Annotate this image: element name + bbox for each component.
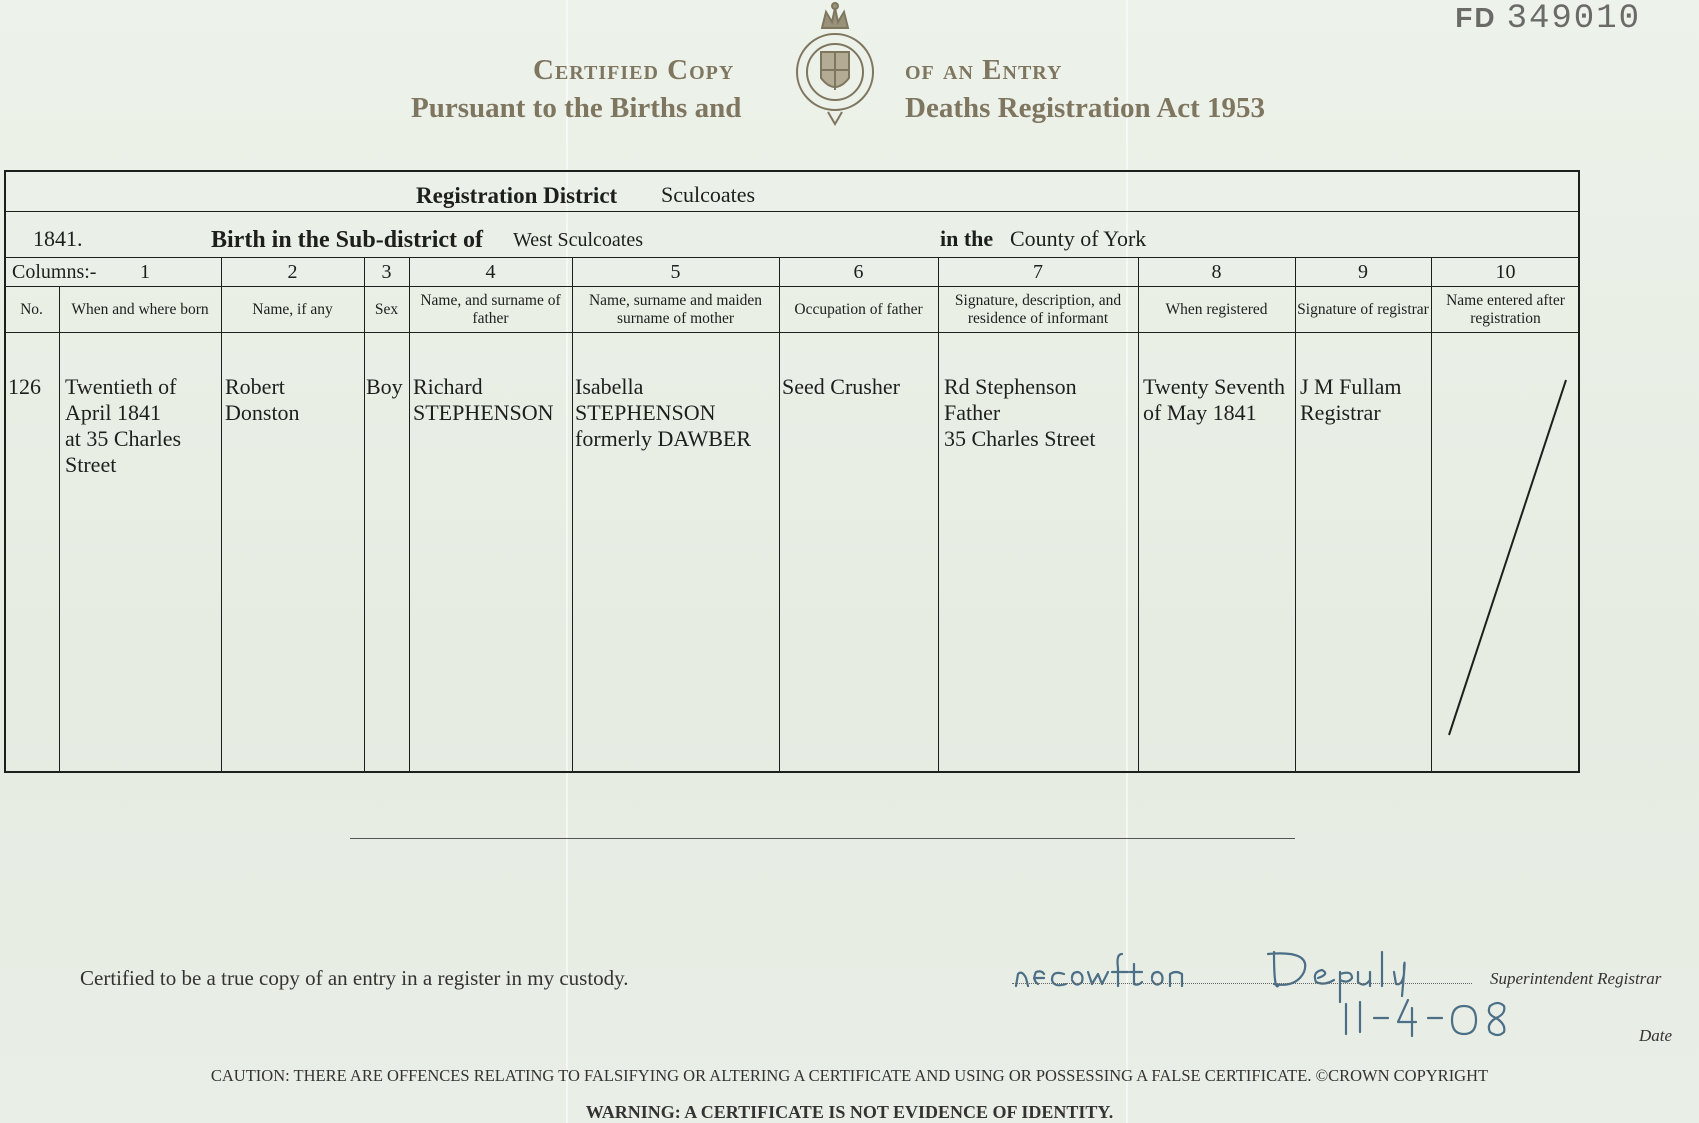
column-number: 1	[140, 261, 150, 283]
header-certified-copy: Certified Copy	[533, 54, 735, 86]
column-number: 10	[1495, 261, 1516, 283]
entry-name: Robert Donston	[225, 374, 300, 425]
column-number: 5	[670, 261, 681, 283]
column-divider	[364, 257, 365, 773]
entry-registered: Twenty Seventh of May 1841	[1143, 374, 1286, 425]
registration-district-value: Sculcoates	[661, 182, 756, 207]
name-after-strike-line	[1440, 378, 1580, 738]
column-number: 6	[853, 261, 864, 283]
column-header-father: Name, and surname of father	[420, 292, 561, 327]
columns-label: Columns:-	[12, 261, 97, 283]
column-divider	[1431, 257, 1432, 773]
column-divider	[59, 286, 60, 773]
column-header-sex: Sex	[374, 301, 399, 318]
entry-registrar: J M Fullam Registrar	[1300, 374, 1402, 425]
entry-father: Richard STEPHENSON	[413, 374, 554, 425]
serial-prefix: FD	[1455, 2, 1497, 33]
column-number: 3	[381, 261, 392, 283]
column-number: 2	[287, 261, 298, 283]
serial-value: 349010	[1506, 0, 1641, 38]
entry-sex: Boy	[366, 374, 403, 399]
header-act: Deaths Registration Act 1953	[905, 92, 1266, 124]
column-number: 7	[1033, 261, 1043, 283]
column-divider	[572, 257, 573, 773]
column-header-name-after: Name entered after registration	[1446, 292, 1565, 327]
column-number: 4	[485, 261, 496, 283]
column-divider	[409, 257, 410, 773]
certification-statement: Certified to be a true copy of an entry in a register in my custody.	[80, 966, 629, 990]
column-divider	[221, 257, 222, 773]
subdistrict-label: Birth in the Sub-district of	[211, 227, 484, 253]
column-divider	[1138, 257, 1139, 773]
table-rule	[4, 257, 1580, 258]
caution-notice: CAUTION: THERE ARE OFFENCES RELATING TO FALSIFYING OR ALTERING A CERTIFICATE AND USING OR POSSESSING A FALSE CERTIFICATE. ©CROWN COPYRIGHT	[210, 1066, 1489, 1085]
column-header-mother: Name, surname and maiden surname of mother	[588, 292, 763, 327]
column-number: 8	[1211, 261, 1222, 283]
entry-mother: Isabella STEPHENSON formerly DAWBER	[575, 374, 752, 451]
county-value: County of York	[1010, 226, 1147, 251]
registration-district-label: Registration District	[416, 183, 618, 208]
footer-rule	[350, 838, 1295, 839]
column-header-born: When and where born	[71, 301, 209, 318]
header-pursuant: Pursuant to the Births and	[411, 92, 742, 124]
date-label: Date	[1639, 1026, 1673, 1045]
warning-notice: WARNING: A CERTIFICATE IS NOT EVIDENCE OF IDENTITY.	[585, 1102, 1114, 1122]
superintendent-registrar-label: Superintendent Registrar	[1490, 969, 1662, 988]
column-header-occupation: Occupation of father	[794, 301, 923, 318]
column-divider	[779, 257, 780, 773]
county-label: in the	[940, 226, 994, 251]
header-of-an-entry: of an Entry	[905, 54, 1063, 86]
column-number: 9	[1358, 261, 1368, 283]
column-header-no: No.	[20, 301, 43, 318]
entry-born: Twentieth of April 1841 at 35 Charles Street	[65, 374, 182, 477]
entry-occupation: Seed Crusher	[782, 374, 900, 399]
subdistrict-value: West Sculcoates	[513, 229, 644, 251]
handwritten-date	[1340, 994, 1510, 1042]
signature-dotted-line	[1012, 983, 1472, 984]
entry-number: 126	[8, 374, 41, 399]
column-header-registered: When registered	[1165, 301, 1268, 318]
table-rule	[4, 286, 1580, 287]
entry-year: 1841.	[33, 226, 83, 251]
column-header-registrar: Signature of registrar	[1297, 301, 1429, 318]
table-rule	[4, 211, 1580, 212]
entry-informant: Rd Stephenson Father 35 Charles Street	[944, 374, 1096, 451]
table-rule	[4, 332, 1580, 333]
column-header-name: Name, if any	[252, 301, 333, 318]
column-divider	[1295, 257, 1296, 773]
royal-crest-icon	[792, 0, 878, 132]
serial-number	[1455, 0, 1641, 38]
column-divider	[938, 257, 939, 773]
column-header-informant: Signature, description, and residence of informant	[954, 292, 1122, 327]
